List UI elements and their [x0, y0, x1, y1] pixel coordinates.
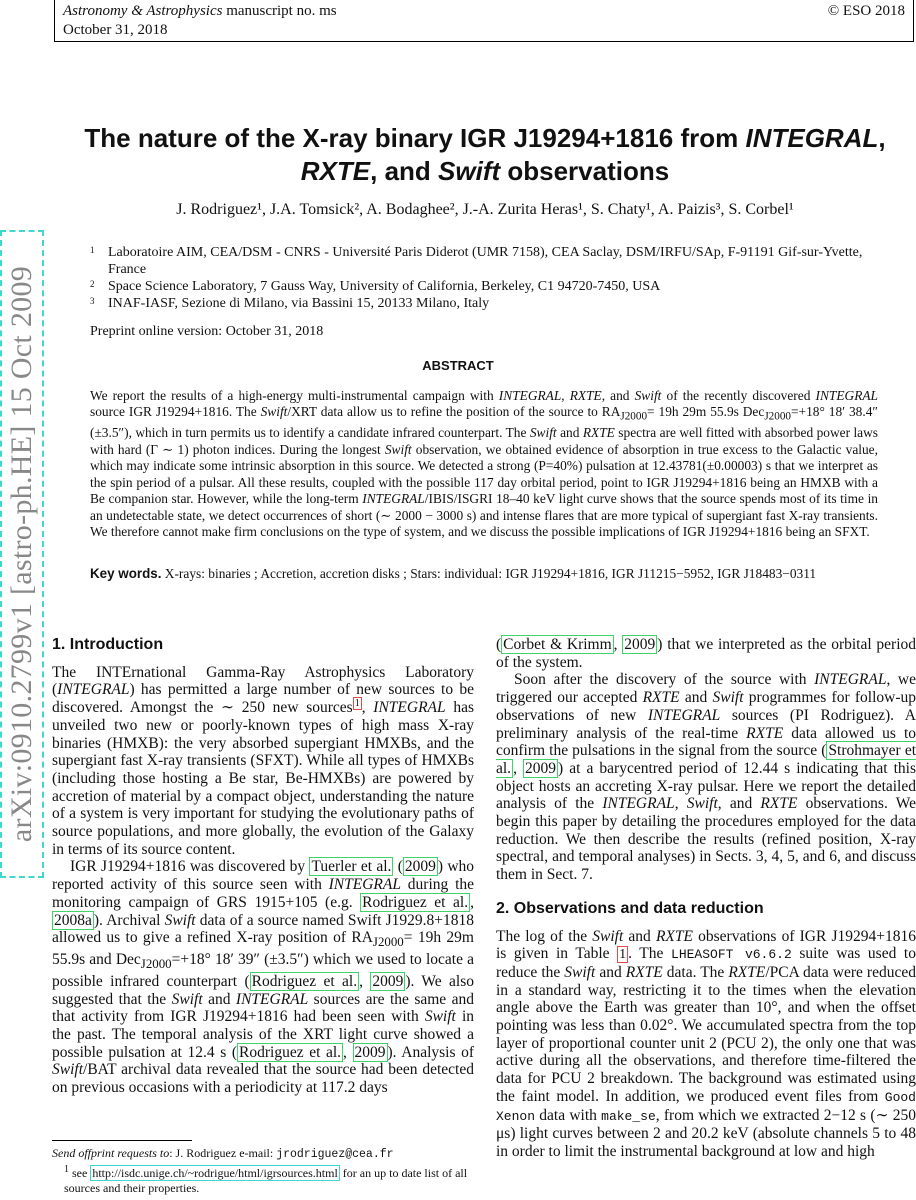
citation-link[interactable]: Rodriguez et al. — [239, 1043, 342, 1061]
header-date: October 31, 2018 — [63, 22, 168, 38]
journal-header — [54, 0, 914, 42]
citation-link[interactable]: Rodriguez et al. — [251, 972, 358, 990]
preprint-note: Preprint online version: October 31, 2018 — [90, 324, 324, 339]
citation-link[interactable]: Rodriguez et al. — [362, 893, 469, 911]
copyright: © ESO 2018 — [827, 3, 905, 19]
affiliations — [90, 244, 880, 312]
affiliation-2: 2 Space Science Laboratory, 7 Gauss Way, University of California, Berkeley, C1 94720-7450, USA — [90, 279, 661, 294]
sources-url-link[interactable]: http://isdc.unige.ch/~rodrigue/html/igrsources.html — [92, 1166, 338, 1180]
citation-link[interactable]: 2009 — [525, 759, 556, 777]
left-column — [52, 636, 474, 1097]
abstract-heading: ABSTRACT — [422, 358, 494, 373]
intro-paragraph-1: The INTErnational Gamma-Ray Astrophysics Laboratory (INTEGRAL) has permitted a large number of new sources to be discovered. Amongst the ∼ 250 new sources $^1$ , INTEGRAL has unveiled two new or poorly-known types of high mass X-ray binaries (HMXB): the very absorbed supergiant HMXBs, and the supergiant fast X-ray transients (SFXT). While all types of HMXBs (including those hosting a Be star, Be-HMXBs) are powered by accretion of material by a compact object, understanding the nature of a system is very important for studying the evolutionary paths of source populations, and more globally, the evolution of the Galaxy in terms of its source content. — [52, 663, 474, 858]
intro-paragraph-2: IGR J19294+1816 was discovered by Tuerler et al. ( 2009 ) who reported activity of this source seen with INTEGRAL during the monitoring campaign of GRS 1915+105 (e.g. Rodriguez et al. , 2008a ). Archival Swift data of a source named Swift J1929.8+1818 allowed us to give a refined X-ray position of $RA_{J2000}= 19h$ 29m 55.9s and Dec$_{J2000}$=+18° 18′ 39″ (±3.5″) which we used to locate a possible infrared counterpart ( Rodriguez et al. , 2009 ). We also suggested that the Swift and INTEGRAL sources are the same and that activity from IGR J19294+1816 had been seen with Swift in the past. The temporal analysis of the XRT light curve showed a possible pulsation at 12.4 s ( Rodriguez et al. , 2009 ). Analysis of Swift/BAT archival data revealed that the source had been detected on previous occasions with a periodicity at 117.2 days — [52, 858, 475, 1097]
observations-paragraph-1: The log of the Swift and RXTE observations of IGR J19294+1816 is given in Table 1 . The LHEASOFT v6.6.2 suite was used to reduce the Swift and RXTE data. The RXTE/PCA data were reduced in a standard way, restricting it to the times when the elevation angle above the Earth was greater than 10°, and when the offset pointing was less than 0.02°. We accumulated spectra from the top layer of proportional counter unit 2 (PCU 2), the only one that was active during all the observations, and therefore time-filtered the data for PCU 2 breakdown. The background was estimated using the faint model. In addition, we produced event files from Good Xenon data with make_se, from which we extracted 2−12 s (∼ 250 μs) light curves between 2 and 20.2 keV (absolute channels 5 to 48 in order to limit the instrumental background at low and high — [496, 927, 916, 1160]
arxiv-stamp[interactable]: arXiv:0910.2799v1 [astro-ph.HE] 15 Oct 2009 — [5, 265, 38, 843]
citation-link[interactable]: 2009 — [624, 636, 656, 653]
right-column — [496, 636, 916, 1161]
citation-link[interactable]: 2009 — [404, 858, 436, 876]
footnote-divider — [52, 1140, 192, 1141]
author-list: J. Rodriguez¹, J.A. Tomsick², A. Bodaghee², J.-A. Zurita Heras¹, S. Chaty¹, A. Paizis³, S. Corbel¹ — [176, 201, 794, 218]
citation-link[interactable]: 2009 — [372, 972, 404, 990]
footnotes — [52, 1146, 472, 1196]
manuscript-number: manuscript no. ms — [222, 3, 337, 19]
header-left — [63, 2, 337, 40]
arxiv-stamp-box[interactable] — [0, 230, 44, 878]
email-address: jrodriguez@cea.fr — [276, 1148, 394, 1161]
journal-name: Astronomy & Astrophysics — [63, 3, 223, 19]
citation-link[interactable]: 2008a — [54, 911, 92, 929]
footnote-link[interactable]: 1 — [354, 697, 360, 709]
citation-link[interactable]: 2009 — [354, 1043, 386, 1061]
citation-link[interactable]: Strohmayer et al. — [496, 742, 916, 777]
affiliation-3: 3 INAF-IASF, Sezione di Milano, via Bassini 15, 20133 Milano, Italy — [90, 296, 490, 311]
citation-link[interactable]: Corbet & Krimm — [503, 636, 612, 653]
keywords-label: Key words. — [90, 566, 162, 581]
abstract-text: We report the results of a high-energy multi-instrumental campaign with INTEGRAL, RXTE, and Swift of the recently discovered INTEGRAL source IGR J19294+1816. The Swift/XRT data allow us to refine the position of the source to $RA_{J2000}= 19h$ 29m 55.9s Dec$_{J2000}$=+18° 18′ 38.4″ (±3.5″), which in turn permits us to identify a candidate infrared counterpart. The Swift and RXTE spectra are well fitted with absorbed power laws with hard (Γ ∼ 1) photon indices. During the longest Swift observation, we obtained evidence of absorption in true excess to the Galactic value, which may indicate some intrinsic absorption in this source. We detected a strong (P=40%) pulsation at 12.43781(±0.00003) s that we interpret as the spin period of a pulsar. All these results, coupled with the possible 117 day orbital period, point to IGR J19294+1816 being an HMXB with a Be companion star. However, while the long-term INTEGRAL/IBIS/ISGRI 18–40 keV light curve shows that the source spends most of its time in an undetectable state, we detect occurrences of short (∼ 2000 − 3000 s) and intense flares that are more typical of supergiant fast X-ray transients. We therefore cannot make firm conclusions on the type of system, and we discuss the possible implications of IGR J19294+1816 being an SFXT. — [90, 388, 879, 539]
intro-paragraph-3: Soon after the discovery of the source with INTEGRAL, we triggered our accepted RXTE and Swift programmes for follow-up observations of new INTEGRAL sources (PI Rodriguez). A preliminary analysis of the real-time RXTE data allowed us to confirm the pulsations in the signal from the source ( Strohmayer et al. , 2009 ) at a barycentred period of 12.44 s indicating that this object hosts an accreting X-ray pulsar. Here we report the detailed analysis of the INTEGRAL, Swift, and RXTE observations. We begin this paper by detailing the procedures employed for the data reduction. We then describe the results (refined position, X-ray spectral, and temporal analyses) in Sects. 3, 4, 5, and 6, and discuss them in Sect. 7. — [496, 671, 916, 884]
citation-link[interactable]: Tuerler et al. — [311, 858, 392, 876]
paper-title: The nature of the X-ray binary IGR J19294+1816 from INTEGRAL, RXTE, and Swift observations — [84, 123, 886, 186]
table-link[interactable]: 1 — [619, 947, 627, 963]
intro-paragraph-2-cont: ( Corbet & Krimm , 2009 ) that we interpreted as the orbital period of the system. — [496, 636, 916, 671]
affiliation-1: 1 Laboratoire AIM, CEA/DSM - CNRS - Université Paris Diderot (UMR 7158), CEA Saclay, DSM/IRFU/SAp, F-91191 Gif-sur-Yvette, France — [90, 245, 863, 277]
offprint-note: Send offprint requests to: J. Rodriguez e-mail: jrodriguez@cea.fr — [52, 1146, 394, 1161]
keywords: Key words. X-rays: binaries ; Accretion, accretion disks ; Stars: individual: IGR J19294+1816, IGR J11215−5952, IGR J18483−0311 — [90, 566, 817, 581]
section-heading-introduction: 1. Introduction — [52, 636, 164, 653]
section-heading-observations: 2. Observations and data reduction — [496, 899, 764, 917]
footnote-1: $^1$ see http://isdc.unige.ch/~rodrigue/html/igrsources.html for an up to date list of all sources and their properties. — [64, 1164, 468, 1195]
